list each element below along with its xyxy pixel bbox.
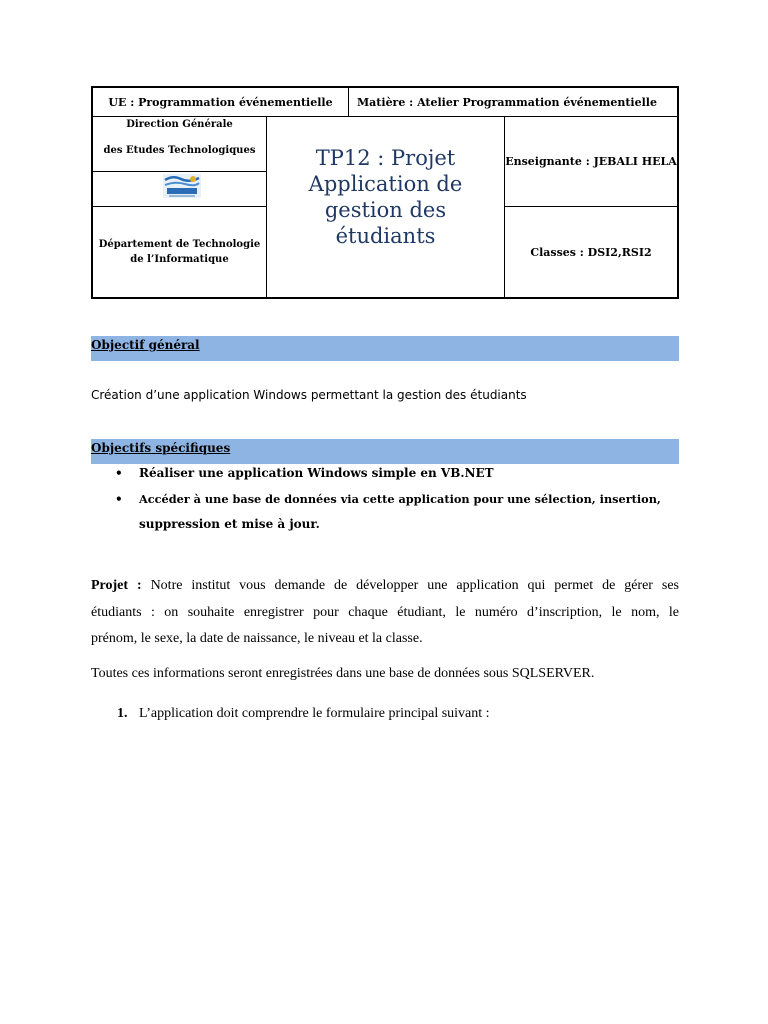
objectif-general-heading: Objectif général (91, 338, 200, 352)
ue-label: UE : Programmation événementielle (108, 95, 333, 109)
tp-title (267, 145, 504, 249)
projet-line2: étudiants : on souhaite enregistrer pour chaque étudiant, le numéro d’inscription, le nom, le (91, 605, 679, 620)
enseignante-cell (505, 117, 677, 207)
projet-line3: prénom, le sexe, la date de naissance, le niveau et la classe. (91, 631, 423, 646)
objectif-general-text: Création d’une application Windows permettant la gestion des étudiants (91, 388, 527, 402)
header-table (91, 116, 679, 299)
projet-paragraph (91, 578, 679, 658)
direction-line1: Direction Générale (126, 119, 233, 130)
institution-logo-icon (163, 174, 201, 198)
objectif-general-bar (91, 336, 679, 361)
bullet-icon: • (115, 466, 123, 480)
header-top-row (91, 86, 679, 117)
direction-cell (93, 117, 266, 172)
bullet2-line1: Accéder à une base de données via cette application pour une sélection, insertion, (139, 492, 661, 506)
departement-cell (93, 207, 266, 297)
departement-line1: Département de Technologie (98, 239, 261, 250)
classes-cell (505, 207, 677, 297)
item1-number: 1. (117, 706, 128, 721)
tp-title-line: étudiants (335, 224, 436, 248)
projet-line1-text: Notre institut vous demande de développer une application qui permet de gérer ses (150, 578, 679, 593)
direction-line2: des Etudes Technologiques (103, 145, 256, 156)
ue-cell (93, 88, 349, 116)
classes-label: Classes : DSI2,RSI2 (530, 245, 652, 259)
paragraph-2: Toutes ces informations seront enregistrées dans une base de données sous SQLSERVER. (91, 666, 595, 681)
header-left-column (93, 117, 267, 297)
projet-label: Projet : (91, 578, 142, 593)
objectifs-specifiques-bar (91, 439, 679, 464)
bullet2-line2: suppression et mise à jour. (139, 517, 320, 531)
enseignante-label: Enseignante : JEBALI HELA (505, 155, 677, 168)
tp-title-line: TP12 : Projet (315, 146, 456, 170)
projet-line1 (91, 578, 679, 594)
bullet1-text: Réaliser une application Windows simple en VB.NET (139, 466, 494, 480)
header-title-column (267, 117, 505, 297)
tp-title-line: Application de (308, 172, 463, 196)
tp-title-line: gestion des (324, 198, 447, 222)
logo-cell (93, 172, 266, 207)
header-right-column (505, 117, 677, 297)
bullet-icon: • (115, 492, 123, 506)
objectifs-specifiques-heading: Objectifs spécifiques (91, 441, 231, 455)
departement-line2: de l’Informatique (130, 254, 229, 265)
matiere-label: Matière : Atelier Programmation événementielle (357, 95, 657, 109)
item1-text: L’application doit comprendre le formulaire principal suivant : (139, 706, 490, 721)
matiere-cell (349, 88, 677, 116)
